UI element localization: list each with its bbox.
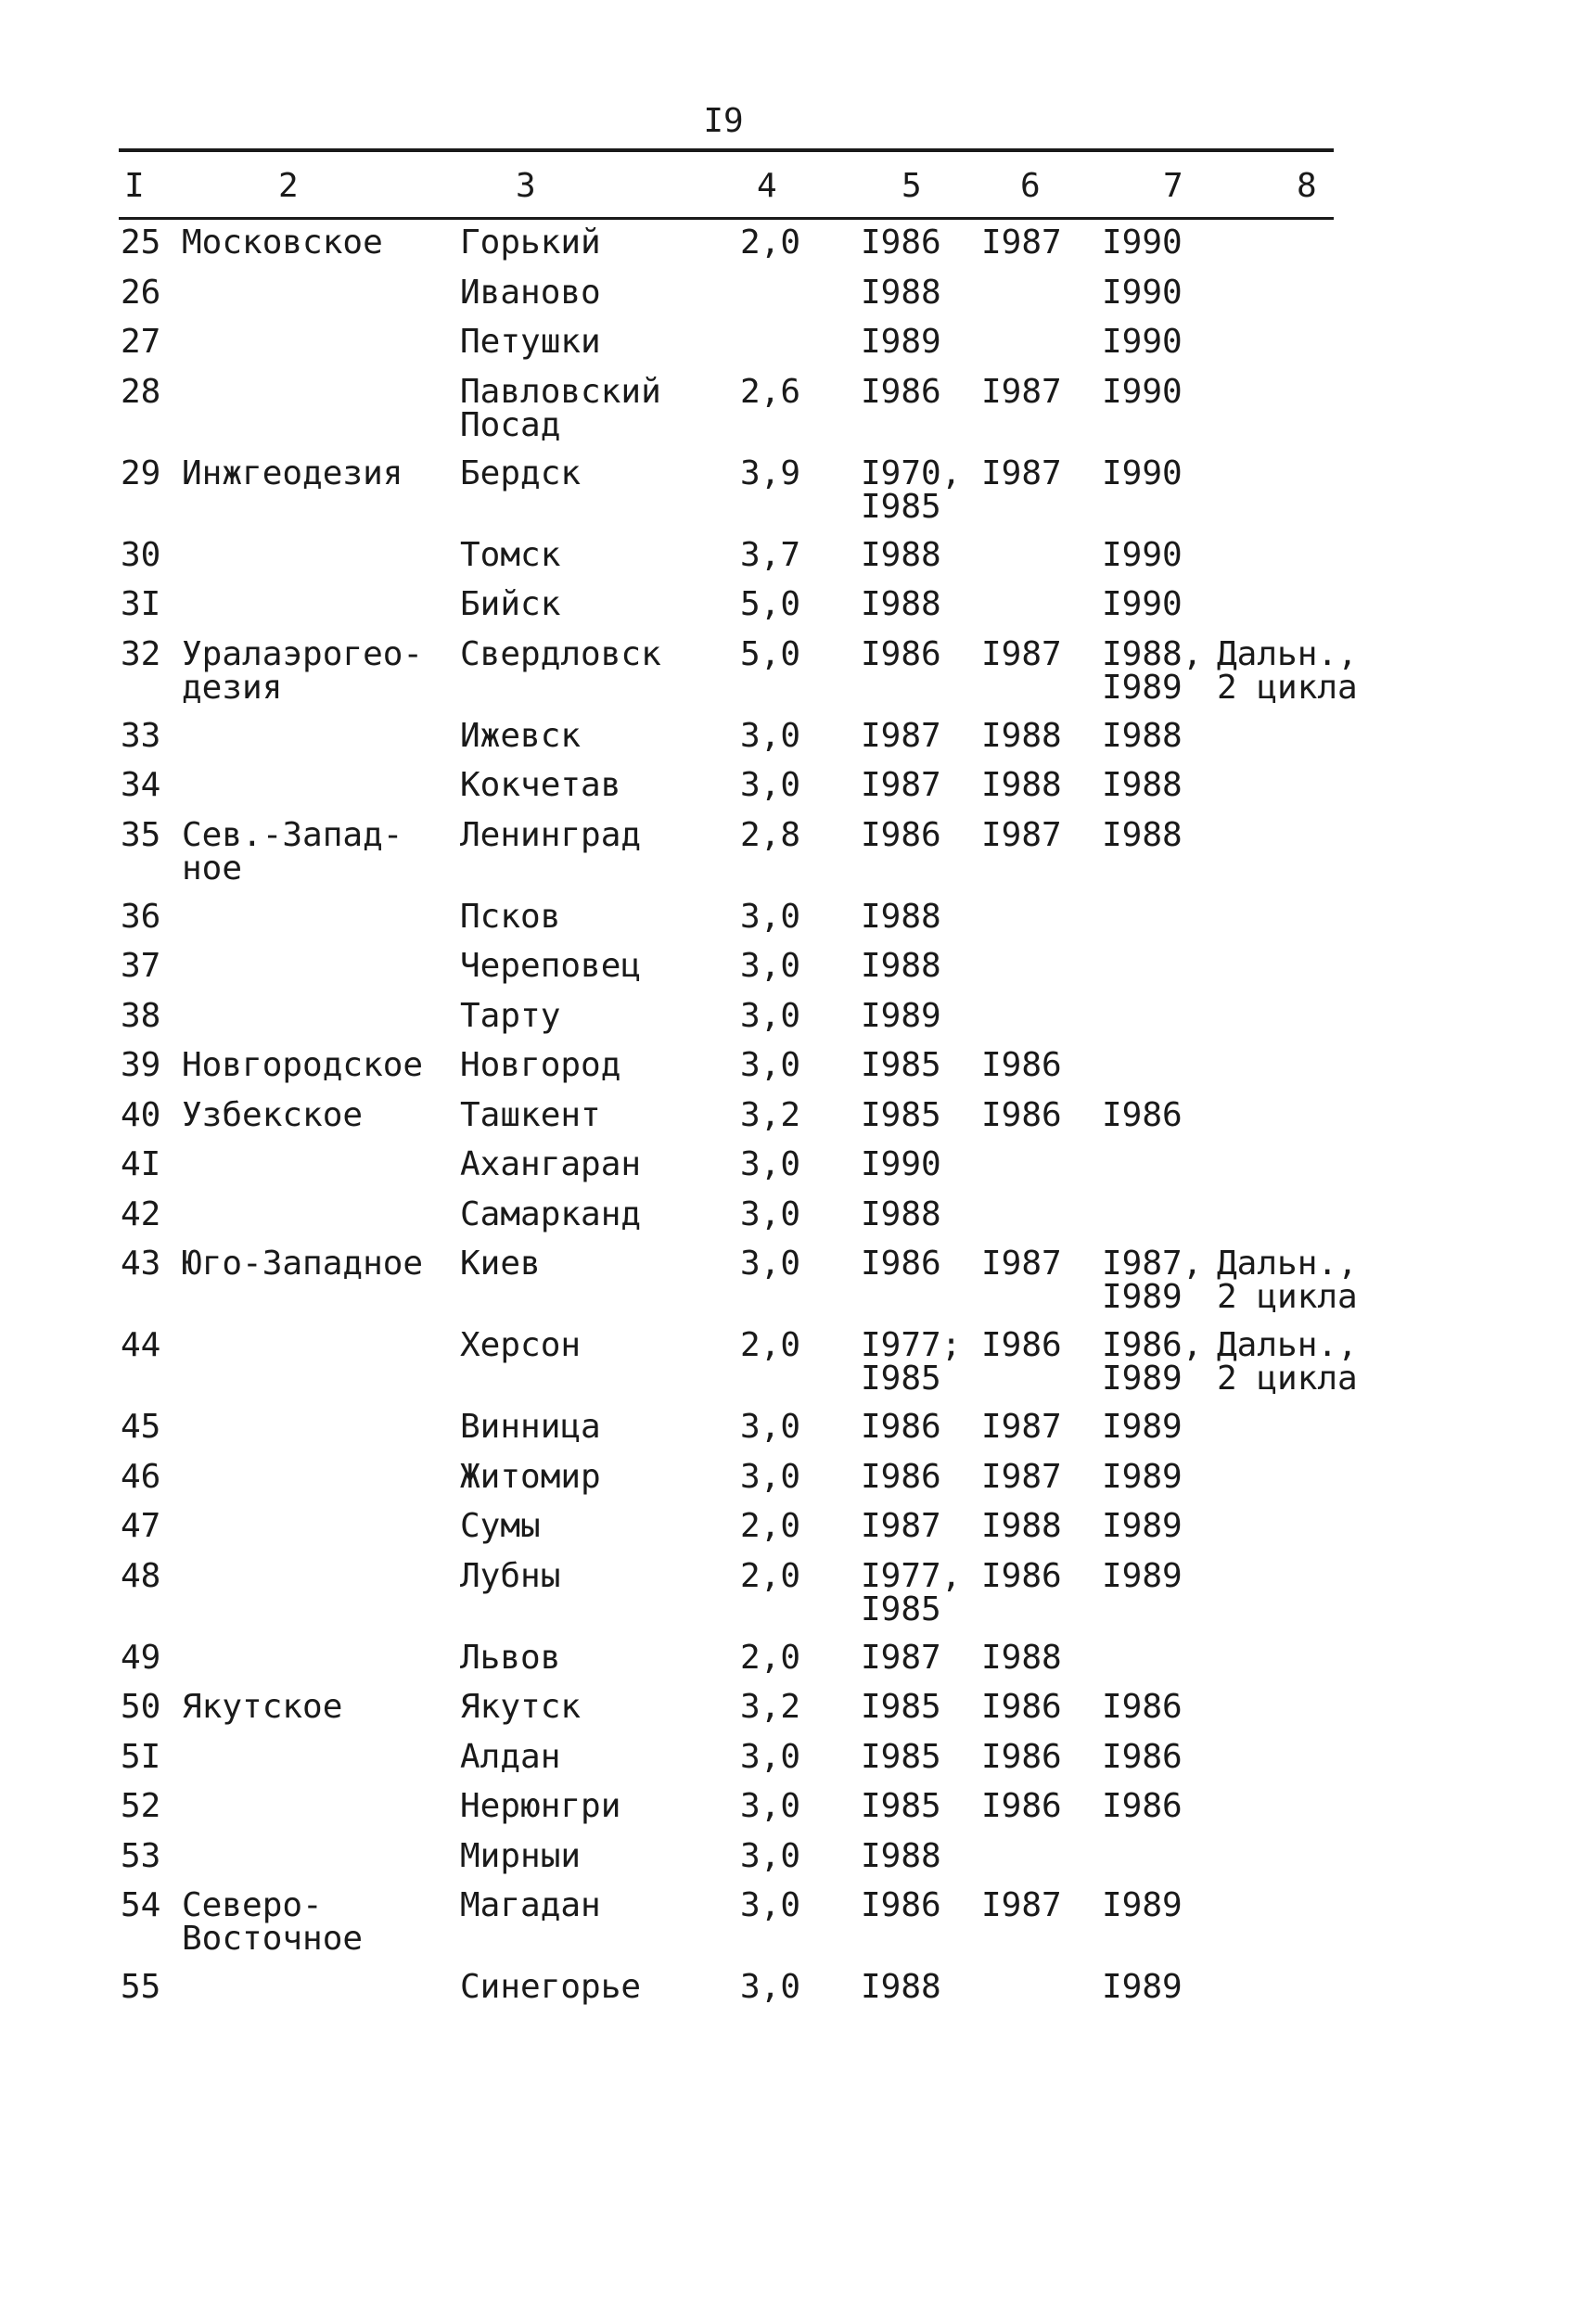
value: 2,0 — [740, 1507, 801, 1545]
table-row — [0, 1836, 1573, 1890]
city: Псков — [460, 897, 561, 936]
city: Ахангаран — [460, 1145, 642, 1183]
row-number: 28 — [121, 372, 161, 411]
col6: I987 — [981, 1886, 1062, 1924]
col7: I986, I989 — [1102, 1326, 1203, 1398]
value: 2,0 — [740, 1638, 801, 1677]
value: 3,0 — [740, 996, 801, 1035]
table-row — [0, 1247, 1573, 1329]
city: Синегорье — [460, 1968, 642, 2006]
col5: I977, I985 — [861, 1556, 962, 1628]
col6: I988 — [981, 716, 1062, 755]
col6: I987 — [981, 634, 1062, 673]
row-number: 35 — [121, 815, 161, 854]
row-number: 36 — [121, 897, 161, 936]
table-row — [0, 323, 1573, 376]
value: 3,0 — [740, 1836, 801, 1875]
city: Бердск — [460, 453, 582, 492]
col7: I988 — [1102, 716, 1183, 755]
row-number: 37 — [121, 947, 161, 985]
table-row — [0, 996, 1573, 1050]
col5: I987 — [861, 766, 941, 804]
table-row — [0, 273, 1573, 326]
row-number: 32 — [121, 634, 161, 673]
col8: Дальн., 2 цикла — [1217, 1245, 1358, 1316]
col7: I990 — [1102, 535, 1183, 574]
col5: I987 — [861, 716, 941, 755]
organization: Сев.-Запад- ное — [182, 815, 403, 887]
col5: I988 — [861, 1194, 941, 1233]
col6: I986 — [981, 1787, 1062, 1825]
value: 3,0 — [740, 1886, 801, 1924]
col7: I986 — [1102, 1787, 1183, 1825]
col7: I988 — [1102, 766, 1183, 804]
col6: I987 — [981, 1457, 1062, 1496]
table-row — [0, 1688, 1573, 1741]
row-number: 46 — [121, 1457, 161, 1496]
table-row — [0, 947, 1573, 1000]
table-row — [0, 535, 1573, 589]
row-number: 4I — [121, 1145, 161, 1183]
city: Сумы — [460, 1507, 541, 1545]
table-row — [0, 1787, 1573, 1840]
row-number: 26 — [121, 273, 161, 312]
table-row — [0, 716, 1573, 770]
col5: I985 — [861, 1688, 941, 1726]
col5: I985 — [861, 1095, 941, 1134]
city: Самарканд — [460, 1194, 642, 1233]
row-number: 49 — [121, 1638, 161, 1677]
city: Кокчетав — [460, 766, 621, 804]
table-row — [0, 815, 1573, 900]
table-row — [0, 223, 1573, 276]
header-bottom-rule — [119, 217, 1334, 220]
table-row — [0, 1408, 1573, 1461]
col6: I986 — [981, 1326, 1062, 1364]
city: Ленинград — [460, 815, 642, 854]
col6: I987 — [981, 815, 1062, 854]
row-number: 55 — [121, 1968, 161, 2006]
col5: I988 — [861, 535, 941, 574]
row-number: 48 — [121, 1556, 161, 1595]
col6: I986 — [981, 1688, 1062, 1726]
table-row — [0, 1737, 1573, 1791]
value: 3,0 — [740, 1194, 801, 1233]
row-number: 43 — [121, 1245, 161, 1283]
col7: I986 — [1102, 1737, 1183, 1776]
row-number: 42 — [121, 1194, 161, 1233]
table-row — [0, 766, 1573, 819]
table-row — [0, 1556, 1573, 1641]
col5: I988 — [861, 897, 941, 936]
row-number: 52 — [121, 1787, 161, 1825]
city: Иваново — [460, 273, 601, 312]
table-row — [0, 585, 1573, 638]
col5: I989 — [861, 996, 941, 1035]
col5: I988 — [861, 585, 941, 623]
city: Нерюнгри — [460, 1787, 621, 1825]
col5: I985 — [861, 1737, 941, 1776]
value: 3,0 — [740, 1968, 801, 2006]
value: 3,0 — [740, 947, 801, 985]
col7: I990 — [1102, 453, 1183, 492]
col5: I987 — [861, 1638, 941, 1677]
col-header-7: 7 — [1163, 167, 1183, 205]
table-row — [0, 1457, 1573, 1511]
value: 2,6 — [740, 372, 801, 411]
city: Тарту — [460, 996, 561, 1035]
col-header-6: 6 — [1020, 167, 1041, 205]
table-row — [0, 897, 1573, 951]
city: Киев — [460, 1245, 541, 1283]
row-number: 34 — [121, 766, 161, 804]
value: 3,0 — [740, 1408, 801, 1446]
row-number: 38 — [121, 996, 161, 1035]
city: Горький — [460, 223, 601, 262]
col7: I990 — [1102, 372, 1183, 411]
city: Павловский Посад — [460, 372, 661, 444]
row-number: 27 — [121, 323, 161, 361]
city: Львов — [460, 1638, 561, 1677]
organization: Новгородское — [182, 1046, 424, 1084]
row-number: 50 — [121, 1688, 161, 1726]
col8: Дальн., 2 цикла — [1217, 1326, 1358, 1398]
value: 3,0 — [740, 716, 801, 755]
col5: I987 — [861, 1507, 941, 1545]
col7: I990 — [1102, 273, 1183, 312]
col7: I990 — [1102, 323, 1183, 361]
value: 2,0 — [740, 1556, 801, 1595]
city: Ташкент — [460, 1095, 601, 1134]
city: Бийск — [460, 585, 561, 623]
col7: I986 — [1102, 1688, 1183, 1726]
table-row — [0, 1095, 1573, 1149]
value: 3,0 — [740, 1787, 801, 1825]
table-row — [0, 634, 1573, 720]
col5: I988 — [861, 1968, 941, 2006]
row-number: 40 — [121, 1095, 161, 1134]
city: Томск — [460, 535, 561, 574]
col7: I987, I989 — [1102, 1245, 1203, 1316]
organization: Московское — [182, 223, 383, 262]
col5: I988 — [861, 947, 941, 985]
row-number: 33 — [121, 716, 161, 755]
page-number: I9 — [703, 102, 744, 140]
table-row — [0, 453, 1573, 539]
value: 2,0 — [740, 1326, 801, 1364]
organization: Юго-Западное — [182, 1245, 424, 1283]
col6: I988 — [981, 1638, 1062, 1677]
col5: I970, I985 — [861, 453, 962, 526]
col5: I986 — [861, 1886, 941, 1924]
table-row — [0, 1507, 1573, 1560]
col7: I990 — [1102, 223, 1183, 262]
col5: I986 — [861, 1457, 941, 1496]
row-number: 39 — [121, 1046, 161, 1084]
col6: I986 — [981, 1095, 1062, 1134]
city: Житомир — [460, 1457, 601, 1496]
col5: I986 — [861, 1245, 941, 1283]
table-row — [0, 372, 1573, 457]
row-number: 45 — [121, 1408, 161, 1446]
col6: I987 — [981, 453, 1062, 492]
col7: I989 — [1102, 1507, 1183, 1545]
table-row — [0, 1968, 1573, 2021]
row-number: 29 — [121, 453, 161, 492]
organization: Северо- Восточное — [182, 1886, 364, 1958]
col-header-1: I — [124, 167, 145, 205]
row-number: 5I — [121, 1737, 161, 1776]
city: Якутск — [460, 1688, 582, 1726]
row-number: 44 — [121, 1326, 161, 1364]
table-row — [0, 1145, 1573, 1198]
value: 2,8 — [740, 815, 801, 854]
organization: Уралаэрогео- дезия — [182, 634, 424, 707]
col6: I988 — [981, 766, 1062, 804]
col7: I989 — [1102, 1408, 1183, 1446]
table-row — [0, 1194, 1573, 1248]
table-body — [0, 223, 1573, 2021]
col7: I989 — [1102, 1886, 1183, 1924]
col5: I986 — [861, 372, 941, 411]
col5: I985 — [861, 1787, 941, 1825]
value: 3,0 — [740, 1046, 801, 1084]
value: 3,0 — [740, 766, 801, 804]
city: Херсон — [460, 1326, 582, 1364]
col7: I989 — [1102, 1968, 1183, 2006]
organization: Узбекское — [182, 1095, 364, 1134]
col6: I986 — [981, 1556, 1062, 1595]
city: Череповец — [460, 947, 642, 985]
col7: I988 — [1102, 815, 1183, 854]
col6: I986 — [981, 1737, 1062, 1776]
value: 3,0 — [740, 1737, 801, 1776]
col6: I987 — [981, 1245, 1062, 1283]
value: 5,0 — [740, 634, 801, 673]
city: Магадан — [460, 1886, 601, 1924]
row-number: 47 — [121, 1507, 161, 1545]
col7: I989 — [1102, 1556, 1183, 1595]
col5: I985 — [861, 1046, 941, 1084]
col-header-5: 5 — [902, 167, 922, 205]
col5: I977; I985 — [861, 1326, 962, 1398]
value: 3,0 — [740, 1145, 801, 1183]
col7: I989 — [1102, 1457, 1183, 1496]
value: 2,0 — [740, 223, 801, 262]
value: 3,7 — [740, 535, 801, 574]
col6: I986 — [981, 1046, 1062, 1084]
value: 3,0 — [740, 1245, 801, 1283]
city: Свердловск — [460, 634, 661, 673]
city: Петушки — [460, 323, 601, 361]
col5: I988 — [861, 1836, 941, 1875]
row-number: 30 — [121, 535, 161, 574]
col6: I987 — [981, 372, 1062, 411]
value: 3,2 — [740, 1095, 801, 1134]
col7: I986 — [1102, 1095, 1183, 1134]
col6: I987 — [981, 223, 1062, 262]
row-number: 25 — [121, 223, 161, 262]
row-number: 3I — [121, 585, 161, 623]
table-row — [0, 1886, 1573, 1971]
table-row — [0, 1326, 1573, 1411]
col-header-4: 4 — [757, 167, 777, 205]
col5: I986 — [861, 1408, 941, 1446]
value: 3,0 — [740, 1457, 801, 1496]
row-number: 53 — [121, 1836, 161, 1875]
col5: I986 — [861, 815, 941, 854]
col6: I988 — [981, 1507, 1062, 1545]
col5: I988 — [861, 273, 941, 312]
value: 3,9 — [740, 453, 801, 492]
row-number: 54 — [121, 1886, 161, 1924]
city: Ижевск — [460, 716, 582, 755]
city: Мирныи — [460, 1836, 582, 1875]
col-header-2: 2 — [278, 167, 299, 205]
col7: I990 — [1102, 585, 1183, 623]
col5: I986 — [861, 634, 941, 673]
value: 5,0 — [740, 585, 801, 623]
col-header-8: 8 — [1297, 167, 1317, 205]
col7: I988, I989 — [1102, 634, 1203, 707]
organization: Инжгеодезия — [182, 453, 403, 492]
col-header-3: 3 — [516, 167, 536, 205]
value: 3,0 — [740, 897, 801, 936]
value: 3,2 — [740, 1688, 801, 1726]
col6: I987 — [981, 1408, 1062, 1446]
city: Лубны — [460, 1556, 561, 1595]
table-top-rule — [119, 148, 1334, 152]
organization: Якутское — [182, 1688, 343, 1726]
col5: I986 — [861, 223, 941, 262]
city: Новгород — [460, 1046, 621, 1084]
col5: I990 — [861, 1145, 941, 1183]
city: Винница — [460, 1408, 601, 1446]
col5: I989 — [861, 323, 941, 361]
table-row — [0, 1046, 1573, 1099]
table-row — [0, 1638, 1573, 1692]
city: Алдан — [460, 1737, 561, 1776]
col8: Дальн., 2 цикла — [1217, 634, 1358, 707]
